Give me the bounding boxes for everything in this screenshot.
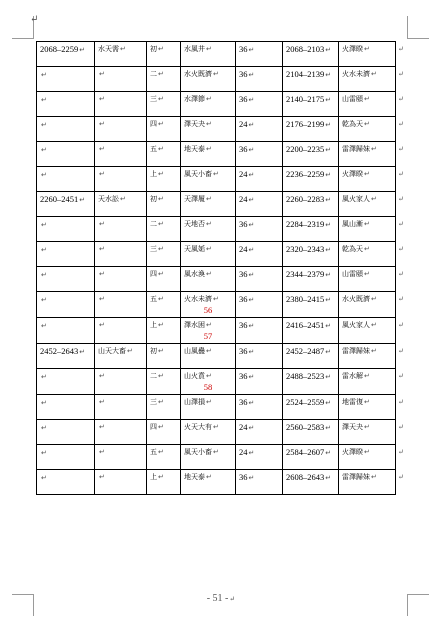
paragraph-mark-icon: ↵ (364, 398, 370, 406)
cell-line: 初↵ (147, 42, 181, 67)
cell-year-range (37, 117, 95, 142)
paragraph-mark-icon: ↵ (206, 95, 212, 103)
cell-line: 三↵ (147, 92, 181, 117)
paragraph-mark-icon: ↵ (41, 296, 47, 304)
table-row (37, 167, 396, 192)
paragraph-mark-icon: ↵ (41, 146, 47, 154)
paragraph-mark-icon: ↵ (364, 372, 370, 380)
paragraph-mark-icon: ↵ (41, 271, 47, 279)
cell-sub-range: 2320–2343↵ (283, 242, 339, 267)
table-row (37, 420, 396, 445)
cell-hexagram (95, 420, 147, 445)
paragraph-mark-icon: ↵ (99, 295, 105, 303)
paragraph-mark-icon: ↵ (364, 170, 370, 178)
paragraph-mark-icon: ↵ (158, 347, 164, 355)
paragraph-mark-icon: ↵ (325, 171, 332, 179)
cell-line: 三↵ (147, 242, 181, 267)
paragraph-mark-icon: ↵ (41, 171, 47, 179)
paragraph-mark-icon: ↵ (325, 296, 332, 304)
cell-sub-range: 2560–2583↵ (283, 420, 339, 445)
table-body (37, 42, 396, 495)
cell-sub-range: 2176–2199↵ (283, 117, 339, 142)
paragraph-mark-icon: ↵ (364, 423, 370, 431)
paragraph-mark-icon: ↵ (206, 270, 212, 278)
cell-target-hexagram: 風山漸↵ (339, 217, 396, 242)
paragraph-mark-icon: ↵ (158, 245, 164, 253)
cell-changed-hexagram: 澤天夬↵ (181, 117, 236, 142)
paragraph-mark-icon: ↵ (158, 398, 164, 406)
paragraph-mark-icon: ↵ (99, 398, 105, 406)
cell-changed-hexagram: 風天小畜↵ (181, 167, 236, 192)
paragraph-mark-icon: ↵ (206, 372, 212, 380)
cell-target-hexagram: 澤天夬↵ (339, 420, 396, 445)
cell-line: 上↵ (147, 318, 181, 344)
cell-hexagram (95, 217, 147, 242)
table-row (37, 445, 396, 470)
paragraph-mark-icon: ↵ (364, 245, 370, 253)
cell-target-hexagram: 山雷頤↵ (339, 92, 396, 117)
paragraph-mark-icon: ↵ (325, 121, 332, 129)
table-row (37, 192, 396, 217)
cell-years: 36↵ (236, 142, 283, 167)
cell-sub-range: 2140–2175↵ (283, 92, 339, 117)
cell-years: 24↵ (236, 445, 283, 470)
paragraph-mark-icon: ↵ (99, 220, 105, 228)
cell-years: 36↵ (236, 217, 283, 242)
cell-year-range (37, 369, 95, 395)
cell-year-range (37, 395, 95, 420)
cell-hexagram (95, 445, 147, 470)
cell-year-range (37, 292, 95, 318)
cell-year-range (37, 67, 95, 92)
paragraph-mark-icon: ↵ (364, 120, 370, 128)
cell-target-hexagram: 風火家人↵ (339, 192, 396, 217)
paragraph-mark-icon: ↵ (206, 45, 212, 53)
cell-hexagram (95, 395, 147, 420)
cell-changed-hexagram: 水澤節↵ (181, 92, 236, 117)
table-row (37, 117, 396, 142)
cell-changed-hexagram: 水火既濟↵ (181, 67, 236, 92)
paragraph-mark-icon: ↵ (398, 321, 404, 329)
paragraph-mark-icon: ↵ (325, 373, 332, 381)
cell-target-hexagram: 山雷頤↵ (339, 267, 396, 292)
paragraph-mark-icon: ↵ (99, 70, 105, 78)
cell-hexagram (95, 369, 147, 395)
cell-line: 二↵ (147, 67, 181, 92)
cell-target-hexagram: 火澤睽↵ (339, 445, 396, 470)
paragraph-mark-icon: ↵ (398, 120, 404, 128)
table-row (37, 292, 396, 318)
cell-changed-hexagram: 火水未濟↵ 56 (181, 292, 236, 318)
paragraph-mark-icon: ↵ (41, 71, 47, 79)
paragraph-mark-icon: ↵ (364, 220, 370, 228)
paragraph-mark-icon: ↵ (371, 347, 377, 355)
paragraph-mark-icon: ↵ (206, 120, 212, 128)
table-row (37, 470, 396, 495)
cell-year-range (37, 445, 95, 470)
paragraph-mark-icon: ↵ (213, 423, 219, 431)
paragraph-mark-icon: ↵ (41, 246, 47, 254)
paragraph-mark-icon: ↵ (325, 96, 332, 104)
cell-line: 上↵ (147, 167, 181, 192)
paragraph-mark-icon: ↵ (398, 295, 404, 303)
paragraph-mark-icon: ↵ (398, 245, 404, 253)
paragraph-mark-icon: ↵ (248, 221, 255, 229)
paragraph-mark-icon: ↵ (398, 270, 404, 278)
crop-mark-top-right (407, 38, 429, 39)
paragraph-mark-icon: ↵ (371, 321, 377, 329)
paragraph-mark-icon: ↵ (99, 245, 105, 253)
cell-year-range: 2452–2643↵ (37, 344, 95, 369)
paragraph-mark-icon: ↵ (158, 145, 164, 153)
paragraph-mark-icon: ↵ (99, 321, 105, 329)
cell-hexagram (95, 117, 147, 142)
cell-changed-hexagram: 地天泰↵ (181, 142, 236, 167)
paragraph-mark-icon: ↵ (398, 372, 404, 380)
cell-line: 四↵ (147, 117, 181, 142)
paragraph-mark-icon: ↵ (158, 321, 164, 329)
table-row (37, 92, 396, 117)
cell-target-hexagram: 火水未濟↵ (339, 67, 396, 92)
paragraph-mark-icon: ↵ (99, 372, 105, 380)
cell-target-hexagram: 火澤睽↵ (339, 167, 396, 192)
cell-changed-hexagram: 天地否↵ (181, 217, 236, 242)
paragraph-mark-icon: ↵ (371, 195, 377, 203)
cell-sub-range: 2608–2643↵ (283, 470, 339, 495)
cell-line: 五↵ (147, 142, 181, 167)
paragraph-mark-icon: ↵ (364, 45, 370, 53)
cell-years: 36↵ (236, 292, 283, 318)
cell-target-hexagram: 乾為天↵ (339, 117, 396, 142)
paragraph-mark-icon: ↵ (99, 270, 105, 278)
paragraph-mark-icon: ↵ (41, 424, 47, 432)
footnote-reference: 58 (203, 382, 213, 392)
cell-changed-hexagram: 地天泰↵ (181, 470, 236, 495)
paragraph-mark-icon: ↵ (248, 271, 255, 279)
paragraph-mark-icon: ↵ (248, 171, 255, 179)
cell-line: 五↵ (147, 445, 181, 470)
paragraph-mark-icon: ↵ (158, 448, 164, 456)
cell-sub-range: 2416–2451↵ (283, 318, 339, 344)
paragraph-mark-icon: ↵ (41, 373, 47, 381)
table-row (37, 369, 396, 395)
paragraph-mark-icon: ↵ (248, 296, 255, 304)
cell-years: 36↵ (236, 318, 283, 344)
paragraph-mark-icon: ↵ (398, 145, 404, 153)
cell-hexagram: 水天需↵ (95, 42, 147, 67)
cell-target-hexagram: 乾為天↵ (339, 242, 396, 267)
cell-line: 初↵ (147, 192, 181, 217)
paragraph-mark-icon: ↵ (99, 95, 105, 103)
cell-hexagram (95, 267, 147, 292)
cell-target-hexagram: 水火既濟↵ (339, 292, 396, 318)
cell-year-range (37, 92, 95, 117)
cell-sub-range: 2260–2283↵ (283, 192, 339, 217)
cell-years: 36↵ (236, 369, 283, 395)
table-row (37, 318, 396, 344)
cell-hexagram (95, 242, 147, 267)
paragraph-mark-icon: ↵ (248, 449, 255, 457)
cell-sub-range: 2236–2259↵ (283, 167, 339, 192)
cell-sub-range: 2380–2415↵ (283, 292, 339, 318)
table-row (37, 142, 396, 167)
paragraph-mark-icon: ↵ (325, 474, 332, 482)
paragraph-mark-icon: ↵ (41, 221, 47, 229)
cell-years: 24↵ (236, 192, 283, 217)
cell-changed-hexagram: 風天小畜↵ (181, 445, 236, 470)
paragraph-mark-icon: ↵ (206, 195, 212, 203)
paragraph-mark-icon: ↵ (79, 196, 86, 204)
paragraph-mark-icon: ↵ (158, 95, 164, 103)
paragraph-mark-icon: ↵ (325, 146, 332, 154)
paragraph-mark-icon: ↵ (120, 195, 126, 203)
paragraph-mark-icon: ↵ (325, 322, 332, 330)
cell-year-range (37, 167, 95, 192)
paragraph-mark-icon: ↵ (79, 348, 86, 356)
paragraph-mark-icon: ↵ (371, 295, 377, 303)
cell-year-range (37, 470, 95, 495)
cell-years: 36↵ (236, 92, 283, 117)
paragraph-mark-icon: ↵ (248, 399, 255, 407)
paragraph-mark-icon: ↵ (79, 46, 86, 54)
paragraph-mark-icon: ↵ (99, 145, 105, 153)
cell-sub-range: 2524–2559↵ (283, 395, 339, 420)
paragraph-mark-icon: ↵ (206, 145, 212, 153)
paragraph-mark-icon: ↵ (398, 95, 404, 103)
table-row (37, 344, 396, 369)
cell-line: 四↵ (147, 267, 181, 292)
paragraph-mark-icon: ↵ (41, 322, 47, 330)
cell-sub-range: 2488–2523↵ (283, 369, 339, 395)
cell-line: 五↵ (147, 292, 181, 318)
table-row (37, 67, 396, 92)
cell-year-range (37, 318, 95, 344)
paragraph-mark-icon: ↵ (325, 271, 332, 279)
page-number: - 51 -↵ (206, 593, 236, 604)
footnote-reference: 57 (203, 331, 213, 341)
hexagram-table (36, 41, 396, 495)
cell-hexagram (95, 292, 147, 318)
cell-target-hexagram: 雷澤歸妹↵ (339, 470, 396, 495)
cell-year-range (37, 217, 95, 242)
paragraph-mark-icon: ↵ (248, 121, 255, 129)
cell-target-hexagram: 雷水解↵ (339, 369, 396, 395)
paragraph-mark-icon: ↵ (206, 473, 212, 481)
paragraph-mark-icon: ↵ (248, 322, 255, 330)
paragraph-mark-icon: ↵ (325, 348, 332, 356)
paragraph-mark-icon: ↵ (398, 423, 404, 431)
cell-hexagram (95, 470, 147, 495)
paragraph-mark-icon: ↵ (120, 45, 126, 53)
cell-sub-range: 2344–2379↵ (283, 267, 339, 292)
cell-line: 初↵ (147, 344, 181, 369)
paragraph-mark-icon: ↵ (398, 347, 404, 355)
paragraph-mark-icon: ↵ (248, 71, 255, 79)
cell-year-range (37, 267, 95, 292)
cell-years: 36↵ (236, 267, 283, 292)
cell-years: 36↵ (236, 42, 283, 67)
paragraph-mark-icon: ↵ (158, 45, 164, 53)
paragraph-mark-icon: ↵ (158, 220, 164, 228)
paragraph-mark-icon: ↵ (398, 45, 404, 53)
cell-years: 36↵ (236, 395, 283, 420)
cell-year-range: 2260–2451↵ (37, 192, 95, 217)
cell-year-range: 2068–2259↵ (37, 42, 95, 67)
paragraph-mark-icon: ↵ (248, 424, 255, 432)
paragraph-mark-icon: ↵ (398, 220, 404, 228)
paragraph-mark-icon: ↵ (206, 398, 212, 406)
paragraph-mark-icon: ↵ (158, 372, 164, 380)
cell-year-range (37, 142, 95, 167)
cell-target-hexagram: 雷澤歸妹↵ (339, 344, 396, 369)
cell-target-hexagram: 火澤睽↵ (339, 42, 396, 67)
crop-mark-top-left (12, 38, 34, 39)
paragraph-mark-icon: ↵ (398, 473, 404, 481)
paragraph-mark-icon: ↵ (398, 398, 404, 406)
cell-sub-range: 2284–2319↵ (283, 217, 339, 242)
cell-changed-hexagram: 火天大有↵ (181, 420, 236, 445)
paragraph-mark-icon: ↵ (158, 120, 164, 128)
paragraph-mark-icon: ↵ (364, 95, 370, 103)
cell-sub-range: 2104–2139↵ (283, 67, 339, 92)
cell-hexagram: 山天大畜↵ (95, 344, 147, 369)
paragraph-mark-icon: ↵ (325, 246, 332, 254)
paragraph-mark-icon: ↵ (398, 70, 404, 78)
paragraph-mark-icon: ↵ (371, 145, 377, 153)
paragraph-mark-icon: ↵ (158, 423, 164, 431)
cell-hexagram (95, 318, 147, 344)
paragraph-mark-icon: ↵ (30, 14, 39, 25)
cell-changed-hexagram: 天澤履↵ (181, 192, 236, 217)
cell-target-hexagram: 地雷復↵ (339, 395, 396, 420)
paragraph-mark-icon: ↵ (213, 70, 219, 78)
paragraph-mark-icon: ↵ (325, 71, 332, 79)
paragraph-mark-icon: ↵ (371, 70, 377, 78)
paragraph-mark-icon: ↵ (41, 96, 47, 104)
cell-sub-range: 2584–2607↵ (283, 445, 339, 470)
cell-changed-hexagram: 澤水困↵ 57 (181, 318, 236, 344)
table-row (37, 42, 396, 67)
paragraph-mark-icon: ↵ (99, 120, 105, 128)
cell-target-hexagram: 風火家人↵ (339, 318, 396, 344)
cell-years: 24↵ (236, 117, 283, 142)
cell-changed-hexagram: 天風姤↵ (181, 242, 236, 267)
paragraph-mark-icon: ↵ (213, 448, 219, 456)
cell-hexagram: 天水訟↵ (95, 192, 147, 217)
cell-line: 四↵ (147, 420, 181, 445)
paragraph-mark-icon: ↵ (371, 473, 377, 481)
paragraph-mark-icon: ↵ (99, 170, 105, 178)
paragraph-mark-icon: ↵ (248, 348, 255, 356)
cell-years: 24↵ (236, 420, 283, 445)
table-row (37, 217, 396, 242)
paragraph-mark-icon: ↵ (41, 121, 47, 129)
cell-changed-hexagram: 山澤損↵ (181, 395, 236, 420)
cell-year-range (37, 420, 95, 445)
paragraph-mark-icon: ↵ (325, 46, 332, 54)
paragraph-mark-icon: ↵ (158, 295, 164, 303)
paragraph-mark-icon: ↵ (41, 449, 47, 457)
table-row (37, 242, 396, 267)
cell-year-range (37, 242, 95, 267)
cell-years: 36↵ (236, 470, 283, 495)
paragraph-mark-icon: ↵ (158, 170, 164, 178)
cell-years: 24↵ (236, 167, 283, 192)
footnote-reference: 56 (203, 305, 213, 315)
paragraph-mark-icon: ↵ (398, 195, 404, 203)
cell-line: 二↵ (147, 369, 181, 395)
cell-line: 二↵ (147, 217, 181, 242)
paragraph-mark-icon: ↵ (213, 295, 219, 303)
paragraph-mark-icon: ↵ (41, 399, 47, 407)
paragraph-mark-icon: ↵ (158, 70, 164, 78)
paragraph-mark-icon: ↵ (99, 423, 105, 431)
paragraph-mark-icon: ↵ (158, 195, 164, 203)
paragraph-mark-icon: ↵ (99, 448, 105, 456)
paragraph-mark-icon: ↵ (325, 399, 332, 407)
cell-sub-range: 2452–2487↵ (283, 344, 339, 369)
paragraph-mark-icon: ↵ (248, 46, 255, 54)
paragraph-mark-icon: ↵ (248, 373, 255, 381)
cell-line: 上↵ (147, 470, 181, 495)
paragraph-mark-icon: ↵ (248, 146, 255, 154)
paragraph-mark-icon: ↵ (398, 170, 404, 178)
crop-mark-top-right (407, 16, 408, 38)
paragraph-mark-icon: ↵ (248, 474, 255, 482)
paragraph-mark-icon: ↵ (248, 246, 255, 254)
paragraph-mark-icon: ↵ (127, 347, 133, 355)
cell-line: 三↵ (147, 395, 181, 420)
cell-years: 36↵ (236, 344, 283, 369)
paragraph-mark-icon: ↵ (364, 270, 370, 278)
paragraph-mark-icon: ↵ (325, 449, 332, 457)
cell-hexagram (95, 142, 147, 167)
table-row (37, 395, 396, 420)
table-row (37, 267, 396, 292)
paragraph-mark-icon: ↵ (364, 448, 370, 456)
paragraph-mark-icon: ↵ (206, 245, 212, 253)
cell-hexagram (95, 67, 147, 92)
cell-sub-range: 2200–2235↵ (283, 142, 339, 167)
cell-changed-hexagram: 山風蠱↵ (181, 344, 236, 369)
paragraph-mark-icon: ↵ (398, 448, 404, 456)
cell-target-hexagram: 雷澤歸妹↵ (339, 142, 396, 167)
cell-years: 24↵ (236, 242, 283, 267)
paragraph-mark-icon: ↵ (41, 474, 47, 482)
paragraph-mark-icon: ↵ (213, 170, 219, 178)
cell-hexagram (95, 92, 147, 117)
cell-changed-hexagram: 風水渙↵ (181, 267, 236, 292)
paragraph-mark-icon: ↵ (248, 96, 255, 104)
cell-changed-hexagram: 山火賁↵ 58 (181, 369, 236, 395)
paragraph-mark-icon: ↵ (158, 270, 164, 278)
cell-hexagram (95, 167, 147, 192)
paragraph-mark-icon: ↵ (325, 196, 332, 204)
paragraph-mark-icon: ↵ (99, 473, 105, 481)
paragraph-mark-icon: ↵ (325, 221, 332, 229)
paragraph-mark-icon: ↵ (248, 196, 255, 204)
paragraph-mark-icon: ↵ (206, 347, 212, 355)
cell-changed-hexagram: 水風井↵ (181, 42, 236, 67)
cell-sub-range: 2068–2103↵ (283, 42, 339, 67)
paragraph-mark-icon: ↵ (325, 424, 332, 432)
paragraph-mark-icon: ↵ (206, 220, 212, 228)
paragraph-mark-icon: ↵ (158, 473, 164, 481)
cell-years: 36↵ (236, 67, 283, 92)
paragraph-mark-icon: ↵ (206, 321, 212, 329)
